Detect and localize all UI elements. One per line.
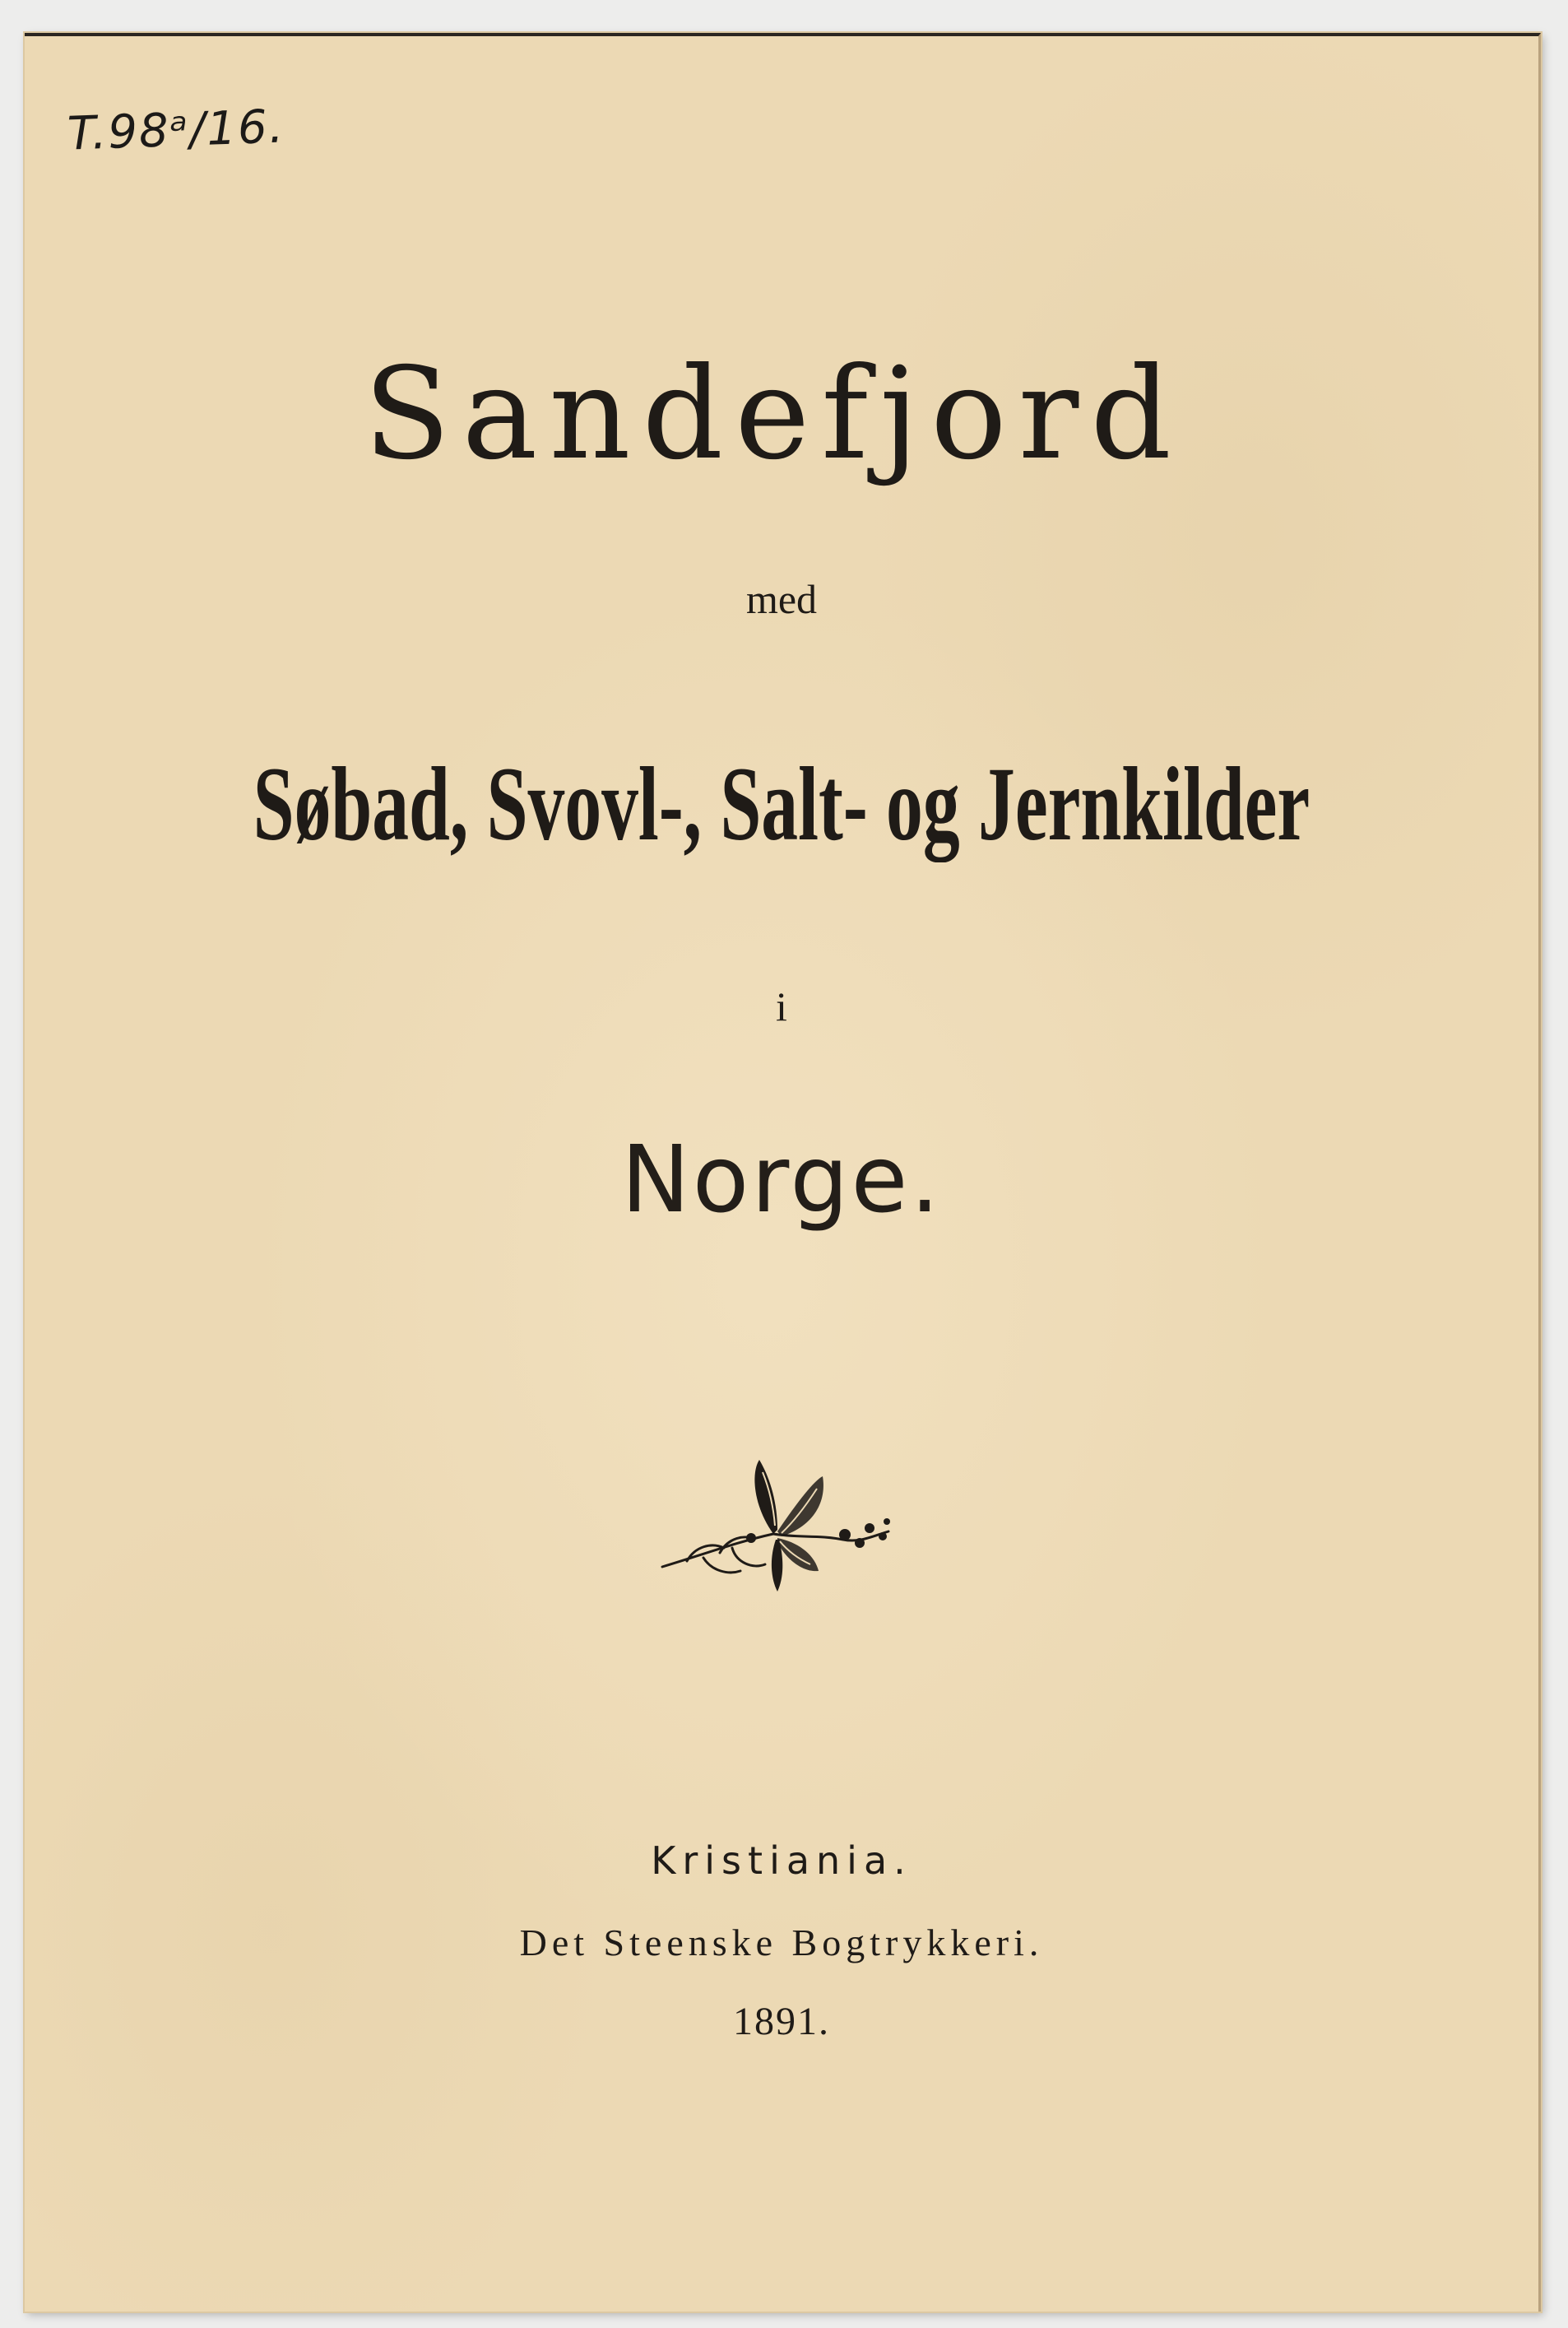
imprint-year: 1891. (733, 2000, 830, 2043)
title: Sandefjord (364, 341, 1183, 488)
conjunction-text: med (745, 576, 818, 622)
imprint-city: Kristiania. (651, 1838, 912, 1883)
butterfly-ornament-icon (654, 1456, 901, 1604)
preposition-text: i (776, 983, 787, 1029)
book-cover (25, 33, 1541, 2312)
subtitle: Søbad, Svovl-, Salt- og Jernkilder (253, 746, 1311, 862)
country-title: Norge. (621, 1127, 942, 1234)
handwritten-shelfmark: T.98ᵃ/16. (66, 100, 286, 161)
imprint-printer: Det Steenske Bogtrykkeri. (519, 1921, 1044, 1963)
